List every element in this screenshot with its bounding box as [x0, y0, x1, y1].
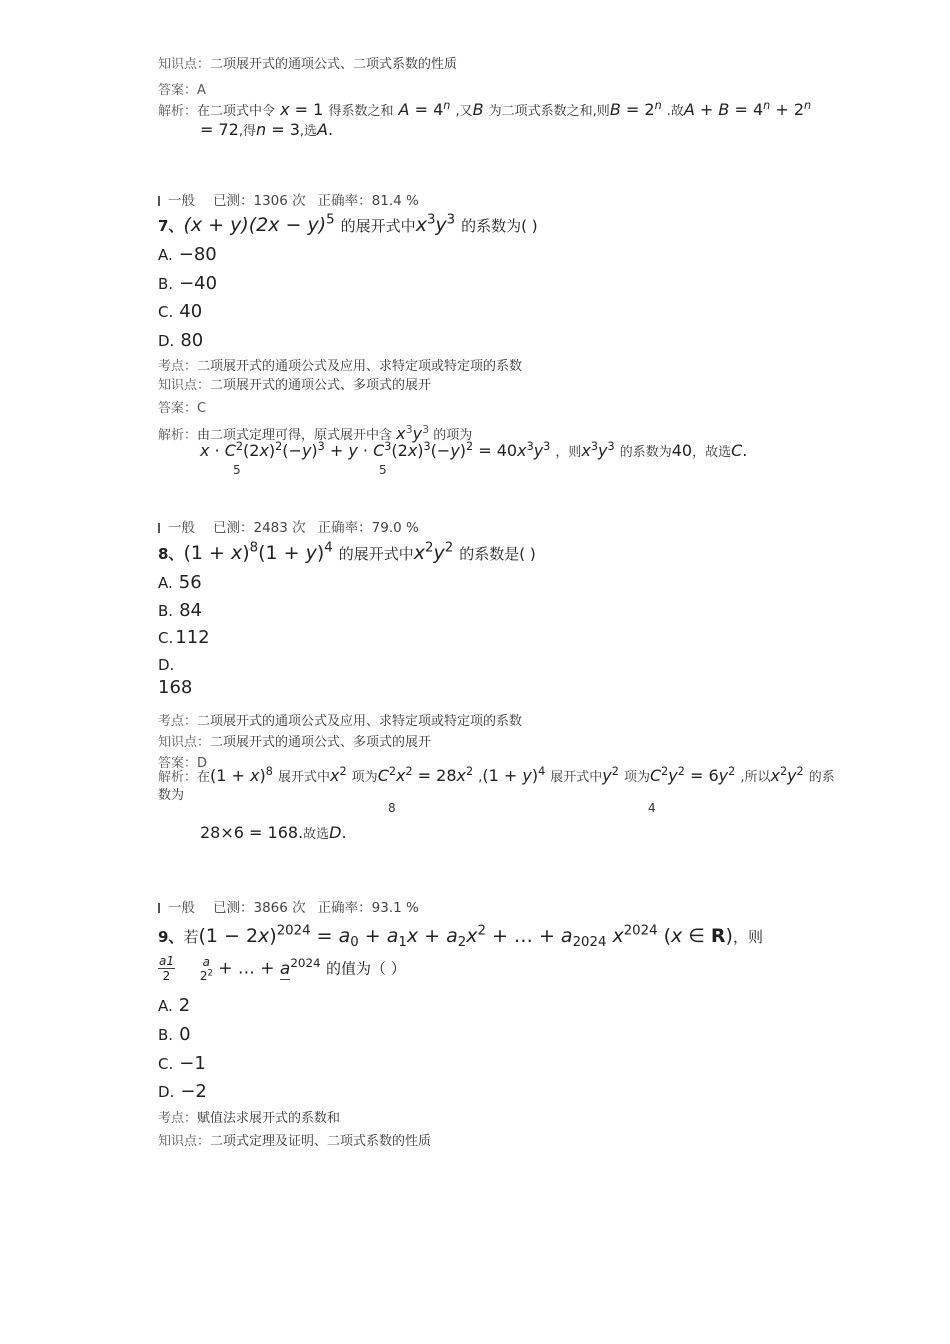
- answer-value: C: [197, 401, 207, 416]
- question-stem: 9、若$(1 - 2x)^{2024} = a_0 + a_1x + a_2x^2$ + … + $a_{2024}$ $x^{2024}$ (x ∈ R)，则: [158, 923, 763, 950]
- option-value: −80: [178, 244, 217, 265]
- option-letter: C.: [158, 629, 174, 647]
- level-marker: [158, 523, 160, 533]
- point-line: [158, 355, 522, 374]
- analysis-text: ,选: [299, 124, 318, 139]
- correct-rate: 正确率：79.0 %: [317, 520, 419, 536]
- subscript: 4: [648, 801, 656, 815]
- question-text: 的展开式中: [338, 545, 414, 563]
- point-text: 赋值法求展开式的系数和: [197, 1111, 341, 1126]
- answer-line: [158, 79, 206, 98]
- option-c[interactable]: [158, 627, 210, 648]
- level-marker: [158, 196, 160, 206]
- option-value: 168: [158, 677, 193, 698]
- point-text: 二项展开式的通项公式及应用、求特定项或特定项的系数: [197, 359, 523, 374]
- knowledge-line: [158, 731, 431, 750]
- analysis-text: ，则: [555, 445, 582, 460]
- option-value: −40: [179, 273, 218, 294]
- question-text: 若: [183, 928, 199, 946]
- question-stats: [158, 189, 419, 209]
- option-c[interactable]: [158, 301, 202, 322]
- analysis-value: 28×6 = 168.: [200, 823, 304, 842]
- subscript: 8: [388, 801, 396, 815]
- analysis-text: 为二项式系数之和,则: [488, 104, 610, 119]
- option-value: 80: [180, 330, 204, 351]
- analysis-text: ,得: [238, 124, 256, 139]
- option-value: 112: [175, 627, 210, 648]
- analysis-text: .故: [666, 104, 684, 119]
- analysis-line-1: 解析：在二项式中令 x = 1 得系数之和 $A = 4^n$ ,又B 为二项式系数之和,则$B = 2^n$ .故$A + B = 4^n + 2^n$: [158, 98, 812, 119]
- analysis-text: 的系: [808, 770, 835, 785]
- option-a[interactable]: [158, 995, 190, 1016]
- option-value: −2: [180, 1081, 207, 1102]
- option-letter: A.: [158, 574, 173, 592]
- analysis-text: ,又: [455, 104, 473, 119]
- analysis-text: 由二项式定理可得，原式展开中含: [197, 428, 393, 443]
- analysis-line-2: $x \cdot C^2(2x)^2(-y)^3 + y \cdot C^3(2x)^3(-y)^2 = 40x^3y^3$ ，则$x^3y^3$ 的系数为40，故选C.: [200, 439, 748, 460]
- option-letter: A.: [158, 997, 173, 1015]
- point-text: 二项展开式的通项公式及应用、求特定项或特定项的系数: [197, 714, 523, 729]
- analysis-text: 展开式中: [277, 770, 330, 785]
- fraction: a $2^2$: [199, 954, 213, 983]
- subscript: 5: [233, 463, 241, 477]
- knowledge-text: 二项展开式的通项公式、多项式的展开: [210, 735, 432, 750]
- answer-label: 答案：: [158, 83, 198, 98]
- knowledge-label: 知识点：: [158, 378, 211, 393]
- question-number: 9、: [158, 928, 184, 946]
- knowledge-text: 二项式定理及证明、二项式系数的性质: [210, 1134, 432, 1149]
- knowledge-line: [158, 374, 431, 393]
- option-d[interactable]: [158, 330, 203, 351]
- difficulty-level: 一般: [168, 193, 195, 209]
- option-value: 2: [178, 995, 191, 1016]
- analysis-line-1: 解析：由二项式定理可得，原式展开中含 $x^3y^3$ 的项为: [158, 422, 473, 443]
- difficulty-level: 一般: [168, 520, 195, 536]
- option-value: 84: [179, 600, 202, 621]
- analysis-label: 解析：: [158, 104, 198, 119]
- fraction: $\frac{a1}{2}$: [159, 954, 174, 983]
- knowledge-label: 知识点：: [158, 735, 211, 750]
- point-line: [158, 710, 522, 729]
- question-stem: 8、$(1 + x)^8(1 + y)^4$ 的展开式中$x^2y^2$ 的系数是( ): [158, 540, 536, 564]
- option-value: 56: [178, 572, 202, 593]
- question-stats: [158, 896, 419, 916]
- answer-value: A: [197, 83, 206, 98]
- analysis-line-3: 28×6 = 168.故选D.: [200, 823, 347, 842]
- option-d-value[interactable]: [158, 677, 192, 698]
- knowledge-text: 二项展开式的通项公式、二项式系数的性质: [210, 57, 458, 72]
- analysis-label: 解析：: [158, 770, 198, 785]
- option-letter: D.: [158, 1083, 175, 1101]
- answer-value: D: [197, 756, 208, 771]
- analysis-text: 项为: [623, 770, 650, 785]
- answer-label: 答案：: [158, 756, 198, 771]
- option-b[interactable]: [158, 600, 202, 621]
- analysis-text: 数为: [158, 788, 185, 803]
- analysis-text: ,所以: [740, 770, 771, 785]
- analysis-line-1: 解析：在$(1 + x)^8$ 展开式中$x^2$ 项为$C^2x^2 = 28x^2$ $,(1 + y)^4$ 展开式中$y^2$ 项为$C^2y^2 = 6y^2$ ,所以$x^2y^2$ 的系: [158, 764, 835, 785]
- analysis-text: 的系数为: [619, 445, 672, 460]
- option-letter: D.: [158, 656, 175, 674]
- option-d[interactable]: [158, 1081, 207, 1102]
- tested-count: 已测：2483 次: [213, 520, 306, 536]
- option-value: 0: [179, 1024, 191, 1045]
- analysis-text: 在二项式中令: [197, 104, 276, 119]
- question-number: 8、: [158, 545, 184, 563]
- tested-count: 已测：1306 次: [213, 193, 306, 209]
- option-b[interactable]: [158, 273, 217, 294]
- knowledge-label: 知识点：: [158, 1134, 211, 1149]
- analysis-value: 40: [671, 441, 693, 460]
- correct-rate: 正确率：93.1 %: [317, 900, 419, 916]
- question-text: 的系数是( ): [459, 545, 536, 563]
- option-a[interactable]: [158, 244, 217, 265]
- option-letter: B.: [158, 602, 174, 620]
- analysis-text: 得系数之和: [328, 104, 394, 119]
- knowledge-label: 知识点：: [158, 57, 211, 72]
- question-text: 的值为（ ）: [326, 959, 406, 978]
- option-value: 40: [179, 301, 203, 322]
- answer-line: [158, 397, 206, 416]
- question-text: 的展开式中: [340, 217, 416, 235]
- option-value: −1: [179, 1053, 206, 1074]
- analysis-text: 项为: [351, 770, 378, 785]
- knowledge-line: [158, 53, 457, 72]
- analysis-text: 在: [197, 770, 211, 785]
- option-letter: C.: [158, 303, 174, 321]
- question-stem-line-2: $\frac{a1}{2}$ a $2^2$ + … + $a^{2024}$ 的值为（ ）: [159, 954, 406, 983]
- tested-count: 已测：3866 次: [213, 900, 306, 916]
- analysis-text: 展开式中: [550, 770, 603, 785]
- option-letter: B.: [158, 275, 174, 293]
- option-d[interactable]: [158, 654, 180, 675]
- point-label: 考点：: [158, 1111, 198, 1126]
- option-a[interactable]: [158, 572, 202, 593]
- analysis-text: 故选: [303, 827, 330, 842]
- question-stem: 7、$(x + y)(2x - y)^5$ 的展开式中$x^3y^3$ 的系数为( ): [158, 212, 538, 236]
- option-b[interactable]: [158, 1024, 191, 1045]
- knowledge-line: [158, 1130, 431, 1149]
- correct-rate: 正确率：81.4 %: [317, 193, 419, 209]
- analysis-wrap: [158, 784, 184, 803]
- option-c[interactable]: [158, 1053, 206, 1074]
- question-text: ，则: [732, 928, 763, 946]
- question-number: 7、: [158, 217, 184, 235]
- option-letter: D.: [158, 332, 175, 350]
- analysis-line-2: = 72,得n = 3,选A.: [200, 120, 334, 139]
- difficulty-level: 一般: [168, 900, 195, 916]
- knowledge-text: 二项展开式的通项公式、多项式的展开: [210, 378, 432, 393]
- question-text: 的系数为( ): [461, 217, 538, 235]
- option-letter: A.: [158, 246, 173, 264]
- option-letter: C.: [158, 1055, 174, 1073]
- level-marker: [158, 903, 160, 913]
- analysis-text: ，故选: [692, 445, 732, 460]
- point-line: [158, 1107, 340, 1126]
- analysis-label: 解析：: [158, 428, 198, 443]
- point-label: 考点：: [158, 359, 198, 374]
- option-letter: B.: [158, 1026, 174, 1044]
- answer-label: 答案：: [158, 401, 198, 416]
- analysis-text: ,: [478, 770, 483, 785]
- question-stats: [158, 516, 419, 536]
- point-label: 考点：: [158, 714, 198, 729]
- analysis-text: 的项为: [433, 428, 473, 443]
- subscript: 5: [379, 463, 387, 477]
